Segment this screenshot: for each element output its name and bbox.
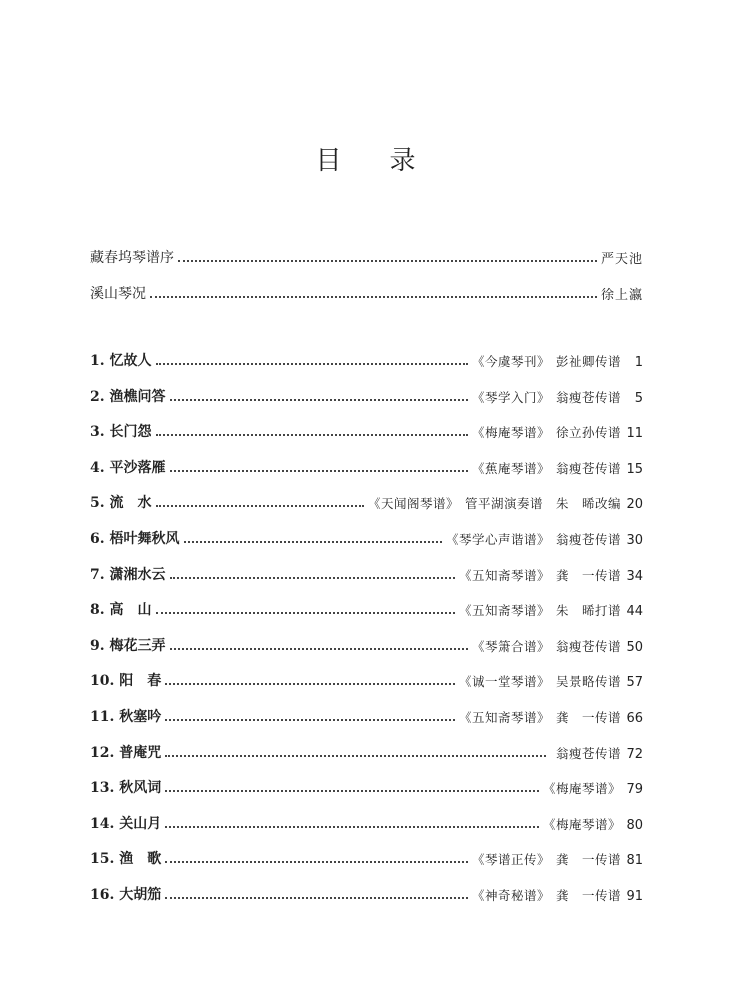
entry-title: 2. 渔樵问答: [90, 389, 166, 405]
entry-author: 龚 一传谱: [555, 710, 621, 725]
toc-entry[interactable]: [90, 595, 643, 619]
title-char-2: 录: [389, 146, 418, 176]
entry-source: 《神奇秘谱》: [471, 888, 550, 903]
page-title: [0, 140, 733, 177]
entry-author: 龚 一传谱: [555, 852, 621, 867]
dot-leader: [165, 825, 539, 828]
entry-right: [459, 566, 643, 584]
entry-right: [472, 459, 643, 477]
entry-author: 龚 一传谱: [555, 568, 621, 583]
entry-author: 翁瘦苍传谱: [555, 390, 621, 405]
dot-leader: [165, 896, 468, 899]
dot-leader: [156, 433, 468, 436]
entry-page-number: 1: [634, 355, 643, 370]
entry-author: 彭祉卿传谱: [555, 354, 621, 369]
dot-leader: [165, 682, 455, 685]
entry-author: 龚 一传谱: [555, 888, 621, 903]
entry-right: [472, 352, 643, 370]
preface-author: 徐上瀛: [600, 288, 643, 303]
dot-leader: [170, 576, 455, 579]
entry-title: 5. 流 水: [90, 495, 152, 511]
dot-leader: [165, 789, 539, 792]
entry-right: [472, 886, 643, 904]
toc-entry[interactable]: [90, 488, 643, 512]
entry-title: 11. 秋塞吟: [90, 709, 162, 725]
entry-right: [472, 423, 643, 441]
entry-page-number: 30: [626, 533, 643, 548]
toc-entry[interactable]: [90, 382, 643, 406]
entry-title: 3. 长门怨: [90, 424, 152, 440]
dot-leader: [178, 259, 597, 262]
preface-entry[interactable]: [90, 243, 643, 267]
entry-page-number: 15: [626, 462, 643, 477]
entry-right: [459, 672, 643, 690]
toc-entry[interactable]: [90, 666, 643, 690]
toc-entry[interactable]: [90, 346, 643, 370]
entry-right: [472, 850, 643, 868]
preface-entry[interactable]: [90, 279, 643, 303]
entry-author: 翁瘦苍传谱: [555, 746, 621, 761]
toc-entry[interactable]: [90, 631, 643, 655]
entry-title: 4. 平沙落雁: [90, 460, 166, 476]
entry-source: 《天闻阁琴谱》: [367, 496, 459, 511]
entry-right: [472, 388, 643, 406]
entry-page-number: 44: [626, 604, 643, 619]
toc-entry[interactable]: [90, 809, 643, 833]
entry-page-number: 11: [626, 426, 643, 441]
toc-entry[interactable]: [90, 738, 643, 762]
entry-source: 《琴箫合谱》: [471, 639, 550, 654]
toc-entry[interactable]: [90, 560, 643, 584]
preface-author: 严天池: [600, 252, 643, 267]
entry-source: 《梅庵琴谱》: [542, 781, 621, 796]
title-char-1: 目: [315, 146, 344, 176]
entry-right: [472, 637, 643, 655]
entry-page-number: 80: [626, 818, 643, 833]
entry-author: 翁瘦苍传谱: [555, 639, 621, 654]
entry-source: 《梅庵琴谱》: [471, 425, 550, 440]
entry-page-number: 66: [626, 711, 643, 726]
entry-right: [459, 708, 643, 726]
dot-leader: [156, 362, 468, 365]
entry-author: 徐立孙传谱: [555, 425, 621, 440]
entry-right: [459, 601, 643, 619]
entry-title: 15. 渔 歌: [90, 851, 162, 867]
toc-entry[interactable]: [90, 417, 643, 441]
entry-title: 8. 高 山: [90, 602, 152, 618]
toc-entry[interactable]: [90, 844, 643, 868]
entry-title: 7. 潇湘水云: [90, 567, 166, 583]
dot-leader: [184, 540, 442, 543]
dot-leader: [165, 754, 546, 757]
entry-page-number: 72: [626, 747, 643, 762]
toc-entry[interactable]: [90, 524, 643, 548]
entry-page-number: 5: [634, 391, 643, 406]
entry-page-number: 20: [626, 497, 643, 512]
toc-entry[interactable]: [90, 702, 643, 726]
toc-entry[interactable]: [90, 453, 643, 477]
entry-source: 《琴学入门》: [471, 390, 550, 405]
entry-author: 翁瘦苍传谱: [555, 461, 621, 476]
entry-author: 朱 晞打谱: [555, 603, 621, 618]
entry-page-number: 50: [626, 640, 643, 655]
entry-page-number: 79: [626, 782, 643, 797]
entry-author: 管平湖演奏谱 朱 晞改编: [464, 496, 621, 511]
entry-author: 吴景略传谱: [555, 674, 621, 689]
dot-leader: [170, 398, 468, 401]
entry-title: 10. 阳 春: [90, 673, 162, 689]
dot-leader: [150, 295, 597, 298]
entry-page-number: 91: [626, 889, 643, 904]
toc-entry[interactable]: [90, 773, 643, 797]
dot-leader: [156, 611, 455, 614]
entry-source: 《五知斋琴谱》: [458, 568, 550, 583]
entry-page-number: 81: [626, 853, 643, 868]
entry-source: 《蕉庵琴谱》: [471, 461, 550, 476]
dot-leader: [156, 504, 364, 507]
entry-title: 16. 大胡笳: [90, 887, 162, 903]
entry-source: 《五知斋琴谱》: [458, 603, 550, 618]
entry-right: [543, 779, 643, 797]
entry-source: 《琴学心声谐谱》: [445, 532, 550, 547]
entry-source: 《诚一堂琴谱》: [458, 674, 550, 689]
entry-right: [446, 530, 643, 548]
entry-title: 1. 忆故人: [90, 353, 152, 369]
entry-page-number: 34: [626, 569, 643, 584]
entry-source: 《琴谱正传》: [471, 852, 550, 867]
dot-leader: [165, 718, 455, 721]
dot-leader: [170, 647, 468, 650]
entry-author: 翁瘦苍传谱: [555, 532, 621, 547]
entry-title: 13. 秋风词: [90, 780, 162, 796]
entry-right: [368, 494, 643, 512]
entry-title: 6. 梧叶舞秋风: [90, 531, 180, 547]
entry-page-number: 57: [626, 675, 643, 690]
toc-entry[interactable]: [90, 880, 643, 904]
entry-source: 《今虞琴刊》: [471, 354, 550, 369]
dot-leader: [170, 469, 468, 472]
dot-leader: [165, 860, 468, 863]
preface-title: 藏春坞琴谱序: [90, 250, 174, 266]
entry-source: 《梅庵琴谱》: [542, 817, 621, 832]
entry-title: 9. 梅花三弄: [90, 638, 166, 654]
entry-right: [550, 744, 643, 762]
entry-right: [543, 815, 643, 833]
entry-title: 12. 普庵咒: [90, 745, 162, 761]
preface-title: 溪山琴况: [90, 286, 146, 302]
entry-title: 14. 关山月: [90, 816, 162, 832]
entry-source: 《五知斋琴谱》: [458, 710, 550, 725]
